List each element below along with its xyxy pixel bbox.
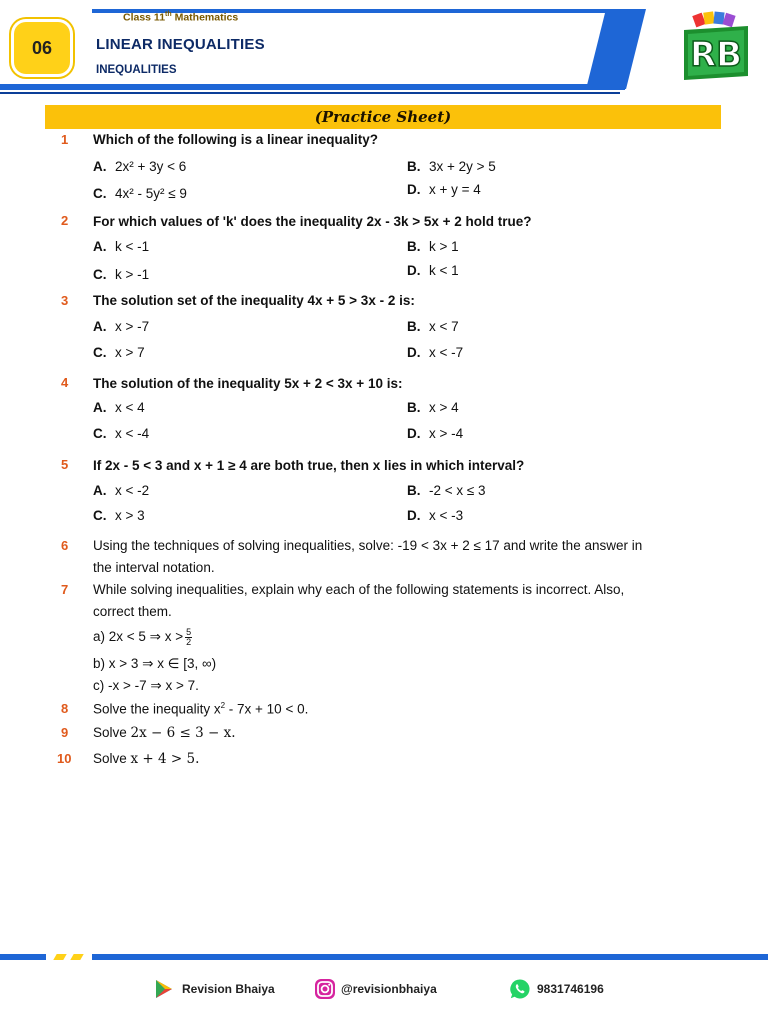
option-d: D. x < -3 (407, 508, 464, 523)
question-text: While solving inequalities, explain why each of the following statements is incorrect. Also, (93, 582, 625, 597)
question-text: If 2x - 5 < 3 and x + 1 ≥ 4 are both true, then x lies in which interval? (93, 458, 525, 473)
option-b: B. x > 4 (407, 400, 459, 415)
option-b: B. -2 < x ≤ 3 (407, 483, 486, 498)
option-a: A. k < -1 (93, 239, 150, 254)
chapter-title: LINEAR INEQUALITIES (96, 36, 265, 53)
header-divider (0, 84, 625, 90)
header-divider-thin (0, 92, 620, 94)
option-a: A. x < 4 (93, 400, 145, 415)
question-text: Solve 2x − 6 ≤ 3 − x. (93, 725, 236, 741)
question-number: 6 (61, 538, 69, 553)
question-number: 2 (61, 213, 69, 228)
question-number: 7 (61, 582, 69, 597)
question-number: 9 (61, 725, 69, 740)
question-text: Which of the following is a linear inequality? (93, 132, 379, 147)
option-a: A. 2x² + 3y < 6 (93, 159, 187, 174)
option-c: C. 4x² - 5y² ≤ 9 (93, 186, 187, 201)
option-c: C. x < -4 (93, 426, 150, 441)
question-text: Using the techniques of solving inequalities, solve: -19 < 3x + 2 ≤ 17 and write the answer in (93, 538, 643, 553)
statement-b: b) x > 3 ⇒ x ∈ [3, ∞) (93, 656, 217, 671)
practice-sheet-banner: (Practice Sheet) (45, 105, 721, 129)
question-number: 3 (61, 293, 69, 308)
footer-instagram-handle[interactable]: @revisionbhaiya (341, 982, 437, 996)
option-b: B. k > 1 (407, 239, 459, 254)
question-number: 10 (57, 751, 72, 766)
rb-logo (680, 10, 752, 82)
question-number: 4 (61, 375, 69, 390)
chapter-subtitle: INEQUALITIES (96, 64, 177, 76)
option-c: C. x > 7 (93, 345, 145, 360)
instagram-icon (314, 978, 336, 1000)
footer-dash (53, 954, 66, 960)
option-a: A. x < -2 (93, 483, 150, 498)
option-a: A. x > -7 (93, 319, 150, 334)
statement-a: a) 2x < 5 ⇒ x > $\frac{5}{2}$ (93, 627, 192, 647)
option-c: C. k > -1 (93, 267, 150, 282)
option-c: C. x > 3 (93, 508, 145, 523)
option-d: D. x > -4 (407, 426, 464, 441)
option-b: B. x < 7 (407, 319, 459, 334)
question-text-cont: correct them. (93, 604, 172, 619)
header-stripe-right (586, 9, 646, 89)
class-label: Class 11th Mathematics (123, 11, 239, 24)
footer-stripe-left (0, 954, 46, 960)
option-d: D. x < -7 (407, 345, 464, 360)
play-icon (153, 978, 175, 1000)
question-text: Solve x + 4 > 5. (93, 751, 200, 767)
question-text: Solve the inequality $x^2 - 7x + 10 < 0$. (93, 701, 309, 717)
question-text: The solution set of the inequality 4x + 5 > 3x - 2 is: (93, 293, 415, 308)
option-b: B. 3x + 2y > 5 (407, 159, 496, 174)
svg-text:RB: RB (689, 35, 743, 75)
footer-stripe (92, 954, 768, 960)
question-number: 5 (61, 457, 69, 472)
chapter-badge: 06 (14, 22, 70, 74)
fraction: $\frac{5}{2}$ (186, 627, 192, 647)
question-text: For which values of 'k' does the inequality 2x - 3k > 5x + 2 hold true? (93, 214, 532, 229)
option-d: D. x + y = 4 (407, 182, 481, 197)
whatsapp-icon (509, 978, 531, 1000)
question-number: 8 (61, 701, 69, 716)
question-text: The solution of the inequality 5x + 2 < 3x + 10 is: (93, 376, 403, 391)
statement-c: c) -x > -7 ⇒ x > 7. (93, 678, 199, 693)
footer-youtube-handle[interactable]: Revision Bhaiya (182, 982, 275, 996)
option-d: D. k < 1 (407, 263, 459, 278)
question-text-cont: the interval notation. (93, 560, 215, 575)
question-number: 1 (61, 132, 69, 147)
footer-whatsapp-number[interactable]: 9831746196 (537, 982, 604, 996)
footer-dash (70, 954, 83, 960)
